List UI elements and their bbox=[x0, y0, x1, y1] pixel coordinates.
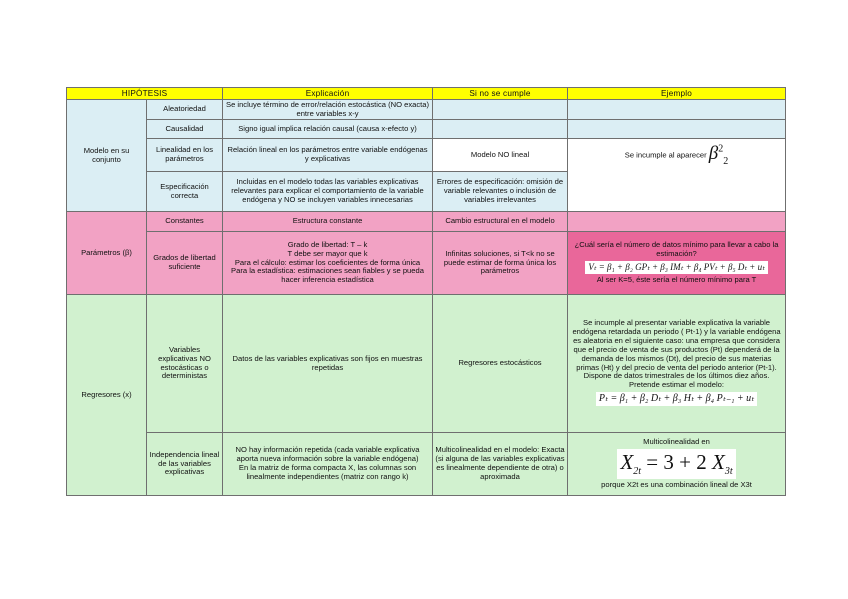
expl-grados-line: Grado de libertad: T – k bbox=[287, 239, 368, 249]
expl-causalidad: Signo igual implica relación causal (causa x-efecto y) bbox=[223, 120, 433, 139]
group-regresores: Regresores (x) bbox=[67, 295, 147, 496]
hyp-aleatoriedad: Aleatoriedad bbox=[147, 100, 223, 120]
row-aleatoriedad bbox=[67, 100, 786, 120]
row-causalidad bbox=[67, 120, 786, 139]
ej-grados-formula: Vₜ = β₁ + β₂ GPₜ + β₃ IMₜ + β₄ PVₜ + β₅ Dₜ + uₜ bbox=[585, 261, 767, 274]
ej-independencia bbox=[568, 433, 786, 496]
hyp-estocasticas: Variables explicativas NO estocásticas o deterministas bbox=[147, 295, 223, 433]
row-estocasticas bbox=[67, 295, 786, 433]
expl-grados bbox=[223, 232, 433, 295]
hyp-independencia: Independencia lineal de las variables explicativas bbox=[147, 433, 223, 496]
header-si-no-se-cumple: Si no se cumple bbox=[433, 88, 568, 100]
ej-independencia-bottom: porque X2t es una combinación lineal de X3t bbox=[601, 479, 752, 489]
expl-linealidad: Relación lineal en los parámetros entre variable endógenas y explicativas bbox=[223, 139, 433, 172]
sino-estocasticas: Regresores estocásticos bbox=[433, 295, 568, 433]
ej-independencia-top: Multicolinealidad en bbox=[643, 437, 710, 447]
hypothesis-table bbox=[66, 87, 786, 496]
expl-aleatoriedad: Se incluye término de error/relación estocástica (NO exacta) entre variables x-y bbox=[223, 100, 433, 120]
header-ejemplo: Ejemplo bbox=[568, 88, 786, 100]
ej-linealidad-text: Se incumple al aparecer bbox=[624, 150, 707, 160]
sino-grados: Infinitas soluciones, si T<k no se puede estimar de forma única los parámetros bbox=[433, 232, 568, 295]
row-independencia bbox=[67, 433, 786, 496]
header-explicacion: Explicación bbox=[223, 88, 433, 100]
group-parametros: Parámetros (β) bbox=[67, 212, 147, 295]
expl-independencia bbox=[223, 433, 433, 496]
ej-aleatoriedad bbox=[568, 100, 786, 120]
expl-grados-line: Para el cálculo: estimar los coeficientes de forma única bbox=[234, 257, 421, 267]
sino-causalidad bbox=[433, 120, 568, 139]
ej-estocasticas-text: Se incumple al presentar variable explicativa la variable endógena retardada un periodo ( Pt-1) y la variable endógena es aleatoria en el siguiente caso: una empresa que considera que el precio de venta de sus productos (Pt) dependerá de la demanda de los mismos (Dt), del precio de sus materias primas (Ht) y del precio de venta del periodo anterior (Pt-1). Dispone de datos trimestrales de los últimos diez años. Pretende estimar el modelo: bbox=[572, 318, 781, 390]
ej-grados-question: ¿Cuál sería el número de datos mínimo para llevar a cabo la estimación? bbox=[574, 240, 779, 259]
hyp-constantes: Constantes bbox=[147, 212, 223, 232]
beta-squared-symbol: $\beta^2_2$ bbox=[708, 143, 729, 167]
row-linealidad bbox=[67, 139, 786, 172]
sino-linealidad: Modelo NO lineal bbox=[433, 139, 568, 172]
header-row bbox=[67, 88, 786, 100]
ej-estocasticas bbox=[568, 295, 786, 433]
expl-independencia-line: En la matriz de forma compacta X, las columnas son linealmente independientes (matriz con rango k) bbox=[238, 463, 417, 481]
row-grados bbox=[67, 232, 786, 295]
sino-constantes: Cambio estructural en el modelo bbox=[433, 212, 568, 232]
sino-independencia: Multicolinealidad en el modelo: Exacta (si alguna de las variables explicativas es linealmente dependiente de otra) o aproximada bbox=[433, 433, 568, 496]
ej-linealidad bbox=[568, 139, 786, 212]
ej-constantes bbox=[568, 212, 786, 232]
header-hipotesis: HIPÓTESIS bbox=[67, 88, 223, 100]
ej-grados-answer: Al ser K=5, éste sería el número mínimo para T bbox=[596, 274, 757, 284]
row-constantes bbox=[67, 212, 786, 232]
expl-estocasticas: Datos de las variables explicativas son fijos en muestras repetidas bbox=[223, 295, 433, 433]
sino-especificacion: Errores de especificación: omisión de variable relevantes o inclusión de variables irrelevantes bbox=[433, 172, 568, 212]
expl-constantes: Estructura constante bbox=[223, 212, 433, 232]
expl-especificacion: Incluidas en el modelo todas las variables explicativas relevantes para explicar el comportamiento de la variable endógena y NO se incluyen variables innecesarias bbox=[223, 172, 433, 212]
hyp-especificacion: Especificación correcta bbox=[147, 172, 223, 212]
ej-grados bbox=[568, 232, 786, 295]
hyp-grados: Grados de libertad suficiente bbox=[147, 232, 223, 295]
ej-independencia-formula: $X_{2t} = 3 + 2$ $X_{3t}$ bbox=[617, 449, 735, 479]
expl-grados-line: T debe ser mayor que k bbox=[287, 248, 368, 258]
ej-estocasticas-formula: Pₜ = β₁ + β₂ Dₜ + β₃ Hₜ + β₄ Pₜ₋₁ + uₜ bbox=[596, 392, 757, 406]
hyp-causalidad: Causalidad bbox=[147, 120, 223, 139]
group-modelo: Modelo en su conjunto bbox=[67, 100, 147, 212]
sino-aleatoriedad bbox=[433, 100, 568, 120]
expl-grados-line: Para la estadística: estimaciones sean fiables y se pueda hacer inferencia estadística bbox=[231, 266, 424, 285]
ej-causalidad bbox=[568, 120, 786, 139]
hyp-linealidad: Linealidad en los parámetros bbox=[147, 139, 223, 172]
expl-independencia-line: NO hay información repetida (cada variable explicativa aporta nueva información sobre la variable endógena) bbox=[235, 445, 420, 464]
